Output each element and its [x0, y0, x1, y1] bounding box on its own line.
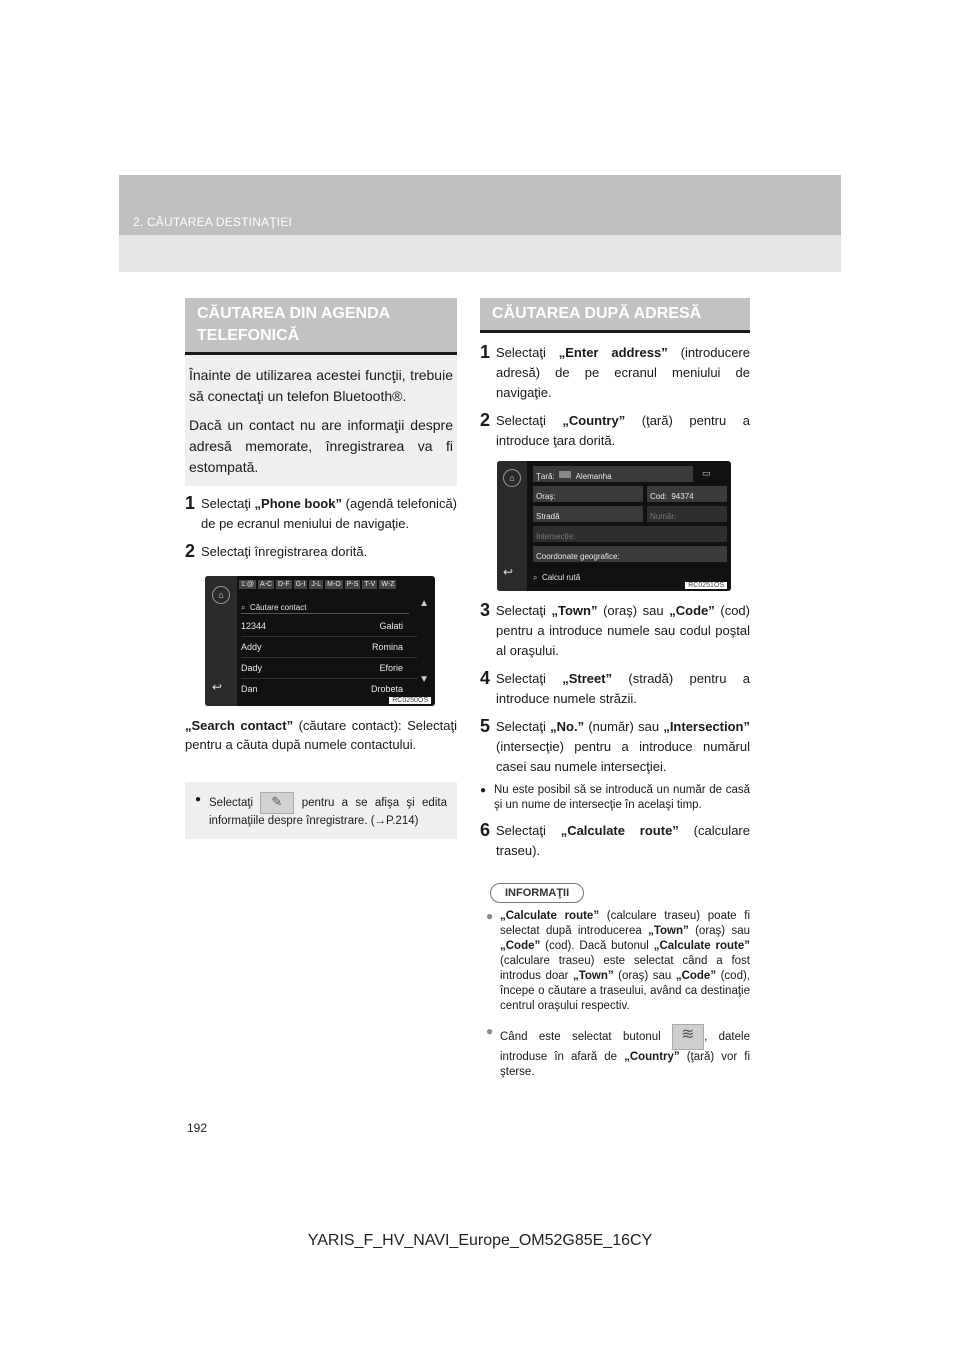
- back-icon[interactable]: ↩: [503, 565, 514, 579]
- info-text: , datele introduse în afară de: [500, 1031, 750, 1063]
- info-text: (oraş) sau: [688, 925, 750, 937]
- figure-code: RC0251OS: [685, 582, 727, 589]
- phonebook-heading: CĂUTAREA DIN AGENDA TELEFONICĂ: [185, 298, 457, 355]
- edit-info-bullet-box: [185, 782, 457, 839]
- info-text: (cod), începe o căutare a traseului, având ca destinaţie centrul oraşului respectiv.: [500, 970, 750, 1012]
- step-text: (ţară) pentru a introduce ţara dorită.: [496, 413, 750, 448]
- contact-city: Galati: [379, 621, 403, 631]
- tab-3[interactable]: G-I: [295, 581, 306, 588]
- step-text: Selectaţi: [496, 719, 551, 734]
- list-item[interactable]: [241, 637, 417, 658]
- flag-icon: [559, 471, 571, 478]
- info-keyword: „Country”: [624, 1051, 680, 1063]
- number-field[interactable]: [647, 506, 727, 522]
- phonebook-step-1: [185, 494, 457, 534]
- list-item[interactable]: [241, 679, 417, 699]
- step-number: 2: [480, 410, 491, 430]
- postcode-field[interactable]: [647, 486, 727, 502]
- step-text: (calculare traseu).: [496, 823, 750, 858]
- phonebook-screen: [205, 576, 435, 706]
- contact-city: Romina: [371, 642, 403, 652]
- address-heading: CĂUTAREA DUPĂ ADRESĂ: [480, 298, 750, 333]
- step-keyword: „Intersection”: [663, 719, 750, 734]
- tab-2[interactable]: D-F: [278, 581, 290, 588]
- address-step-1: [480, 343, 750, 403]
- calculate-route-label: Calcul rută: [541, 573, 581, 582]
- contact-name: Addy: [241, 642, 262, 652]
- tab-0[interactable]: 1:@: [241, 581, 254, 588]
- number-label: Număr:: [650, 512, 677, 521]
- list-item[interactable]: [241, 616, 417, 637]
- step-text: (introducere adresă) de pe ecranul meniului de navigaţie.: [496, 345, 750, 400]
- step-text: (număr) sau: [584, 719, 664, 734]
- step-text: Selectaţi: [496, 413, 563, 428]
- info-keyword: „Calculate route”: [653, 940, 750, 952]
- info-text: (oraş) sau: [613, 970, 676, 982]
- info-keyword: „Calculate route”: [500, 910, 600, 922]
- phonebook-step-2: [185, 542, 457, 562]
- info-bullet-1: [480, 909, 750, 1014]
- bullet-text: pentru a se afişa şi edita informaţiile despre înregistrare. (→P.214): [209, 797, 447, 827]
- calculate-route-button[interactable]: [533, 567, 653, 583]
- bullet-item: [195, 792, 447, 829]
- step-text: (stradă) pentru a introduce numele străzii.: [496, 671, 750, 706]
- step-number: 1: [185, 493, 196, 513]
- info-keyword: „Code”: [675, 970, 717, 982]
- info-text: (ţară) vor fi şterse.: [500, 1051, 750, 1078]
- tab-1[interactable]: A-C: [259, 581, 273, 588]
- address-step-2: [480, 411, 750, 451]
- list-item[interactable]: [241, 658, 417, 679]
- edit-info-icon: [260, 792, 294, 814]
- contact-name: 12344: [241, 621, 267, 631]
- country-value: Alemanha: [575, 472, 612, 481]
- step-text: Selectaţi: [496, 823, 561, 838]
- step-text: (intersecţie) pentru a introduce numărul casei sau numele intersecţiei.: [496, 739, 750, 774]
- tab-5[interactable]: M-O: [327, 581, 341, 588]
- coordinates-field[interactable]: [533, 546, 727, 562]
- page-number: 192: [187, 1121, 208, 1135]
- address-step-5: [480, 717, 750, 777]
- step-keyword: „Street”: [562, 671, 613, 686]
- house-number-bullet: [480, 783, 750, 813]
- right-column: [480, 298, 750, 1080]
- postcode-label: Cod:: [650, 492, 667, 501]
- info-text: (calculare traseu) poate fi selectat după introducerea: [500, 910, 751, 937]
- step-text: Selectaţi: [496, 345, 559, 360]
- step-keyword: „Calculate route”: [560, 823, 679, 838]
- address-step-3: [480, 601, 750, 661]
- country-label: Ţară:: [536, 472, 555, 481]
- para-text: (căutare contact): Selectaţi pentru a căuta după numele contactului.: [185, 718, 457, 752]
- step-text: (oraş) sau: [597, 603, 670, 618]
- scroll-up-icon[interactable]: ▲: [419, 598, 429, 609]
- tab-6[interactable]: P-S: [346, 581, 359, 588]
- left-column: [185, 298, 457, 839]
- intersection-label: Intersecţie:: [536, 532, 576, 541]
- postcode-value: 94374: [671, 492, 694, 501]
- step-keyword: „Country”: [562, 413, 626, 428]
- clear-entries-icon: [672, 1024, 704, 1050]
- step-text: (cod) pentru a introduce numele sau codul poştal al oraşului.: [496, 603, 750, 658]
- para-keyword: „Search contact”: [185, 718, 294, 733]
- info-text: Când este selectat butonul: [500, 1031, 661, 1044]
- header-bar: [119, 175, 841, 235]
- clear-icon[interactable]: ▭: [702, 468, 711, 478]
- step-number: 3: [480, 600, 491, 620]
- step-text: (agendă telefonică) de pe ecranul meniului de navigaţie.: [201, 496, 457, 531]
- screen-left-rail: [497, 461, 527, 591]
- tab-7[interactable]: T-V: [364, 581, 376, 588]
- route-icon: ⌕: [533, 573, 538, 582]
- city-label: Oraş:: [536, 492, 556, 501]
- street-label: Stradă: [536, 512, 560, 521]
- step-number: 6: [480, 820, 491, 840]
- document-footer: YARIS_F_HV_NAVI_Europe_OM52G85E_16CY: [307, 1232, 653, 1249]
- step-number: 1: [480, 342, 491, 362]
- back-icon[interactable]: ↩: [212, 680, 223, 694]
- header-band: [119, 235, 841, 272]
- info-bullet-2: [480, 1024, 750, 1080]
- screen-left-rail: [205, 576, 237, 706]
- contact-city: Drobeta: [370, 684, 403, 694]
- search-contact-description: [185, 716, 457, 754]
- street-field[interactable]: [533, 506, 643, 522]
- contact-name: Dan: [241, 684, 258, 694]
- step-keyword: „No.”: [550, 719, 585, 734]
- step-text: Selectaţi: [496, 671, 563, 686]
- step-keyword: „Town”: [551, 603, 598, 618]
- note-paragraph-2: Dacă un contact nu are informaţii despre adresă memorate, înregistrarea va fi estompată.: [189, 417, 453, 475]
- address-screen: [497, 461, 731, 591]
- city-field[interactable]: [533, 486, 643, 502]
- section-title: 2. CĂUTAREA DESTINAŢIEI: [133, 215, 293, 229]
- bullet-dot: ●: [486, 1024, 494, 1038]
- contact-city: Eforie: [379, 663, 403, 673]
- bullet-text: Selectaţi: [209, 797, 254, 810]
- step-text: Selectaţi: [201, 496, 255, 511]
- bullet-dot: ●: [486, 909, 494, 923]
- step-text: Selectaţi înregistrarea dorită.: [201, 544, 368, 559]
- tab-8[interactable]: W-Z: [381, 581, 395, 588]
- search-contact-row[interactable]: [241, 597, 409, 614]
- intersection-field[interactable]: [533, 526, 727, 542]
- contact-list: [241, 616, 417, 699]
- phonebook-note: [185, 355, 457, 486]
- info-text: (calculare traseu) este selectat când a fost introdus doar: [500, 955, 750, 982]
- country-field[interactable]: [533, 466, 693, 482]
- address-step-4: [480, 669, 750, 709]
- figure-code: RC0250OS: [389, 697, 431, 704]
- step-keyword: „Phone book”: [254, 496, 342, 511]
- step-text: Selectaţi: [496, 603, 552, 618]
- bullet-dot: ●: [195, 794, 202, 805]
- info-tag: INFORMAŢII: [490, 883, 584, 903]
- address-step-6: [480, 821, 750, 861]
- info-text: (cod). Dacă butonul: [540, 940, 654, 952]
- info-keyword: „Town”: [572, 970, 614, 982]
- coordinates-label: Coordonate geografice:: [536, 552, 620, 561]
- step-number: 4: [480, 668, 491, 688]
- tab-4[interactable]: J-L: [311, 581, 322, 588]
- bullet-text: Nu este posibil să se introducă un număr de casă şi un nume de intersecţie în acelaşi timp.: [494, 784, 750, 811]
- step-keyword: „Enter address”: [558, 345, 668, 360]
- search-icon: ⌕: [241, 603, 246, 612]
- step-number: 5: [480, 716, 491, 736]
- step-number: 2: [185, 541, 196, 561]
- bullet-dot: ●: [480, 785, 487, 796]
- search-contact-label: Căutare contact: [249, 603, 307, 612]
- home-icon[interactable]: ⌂: [503, 469, 521, 487]
- contact-name: Dady: [241, 663, 263, 673]
- scroll-down-icon[interactable]: ▼: [419, 674, 429, 685]
- home-icon[interactable]: ⌂: [212, 586, 230, 604]
- alphabet-tabs: [239, 580, 396, 589]
- info-keyword: „Code”: [500, 940, 541, 952]
- step-keyword: „Code”: [669, 603, 715, 618]
- info-keyword: „Town”: [648, 925, 689, 937]
- note-paragraph-1: Înainte de utilizarea acestei funcţii, trebuie să conectaţi un telefon Bluetooth®.: [189, 367, 453, 404]
